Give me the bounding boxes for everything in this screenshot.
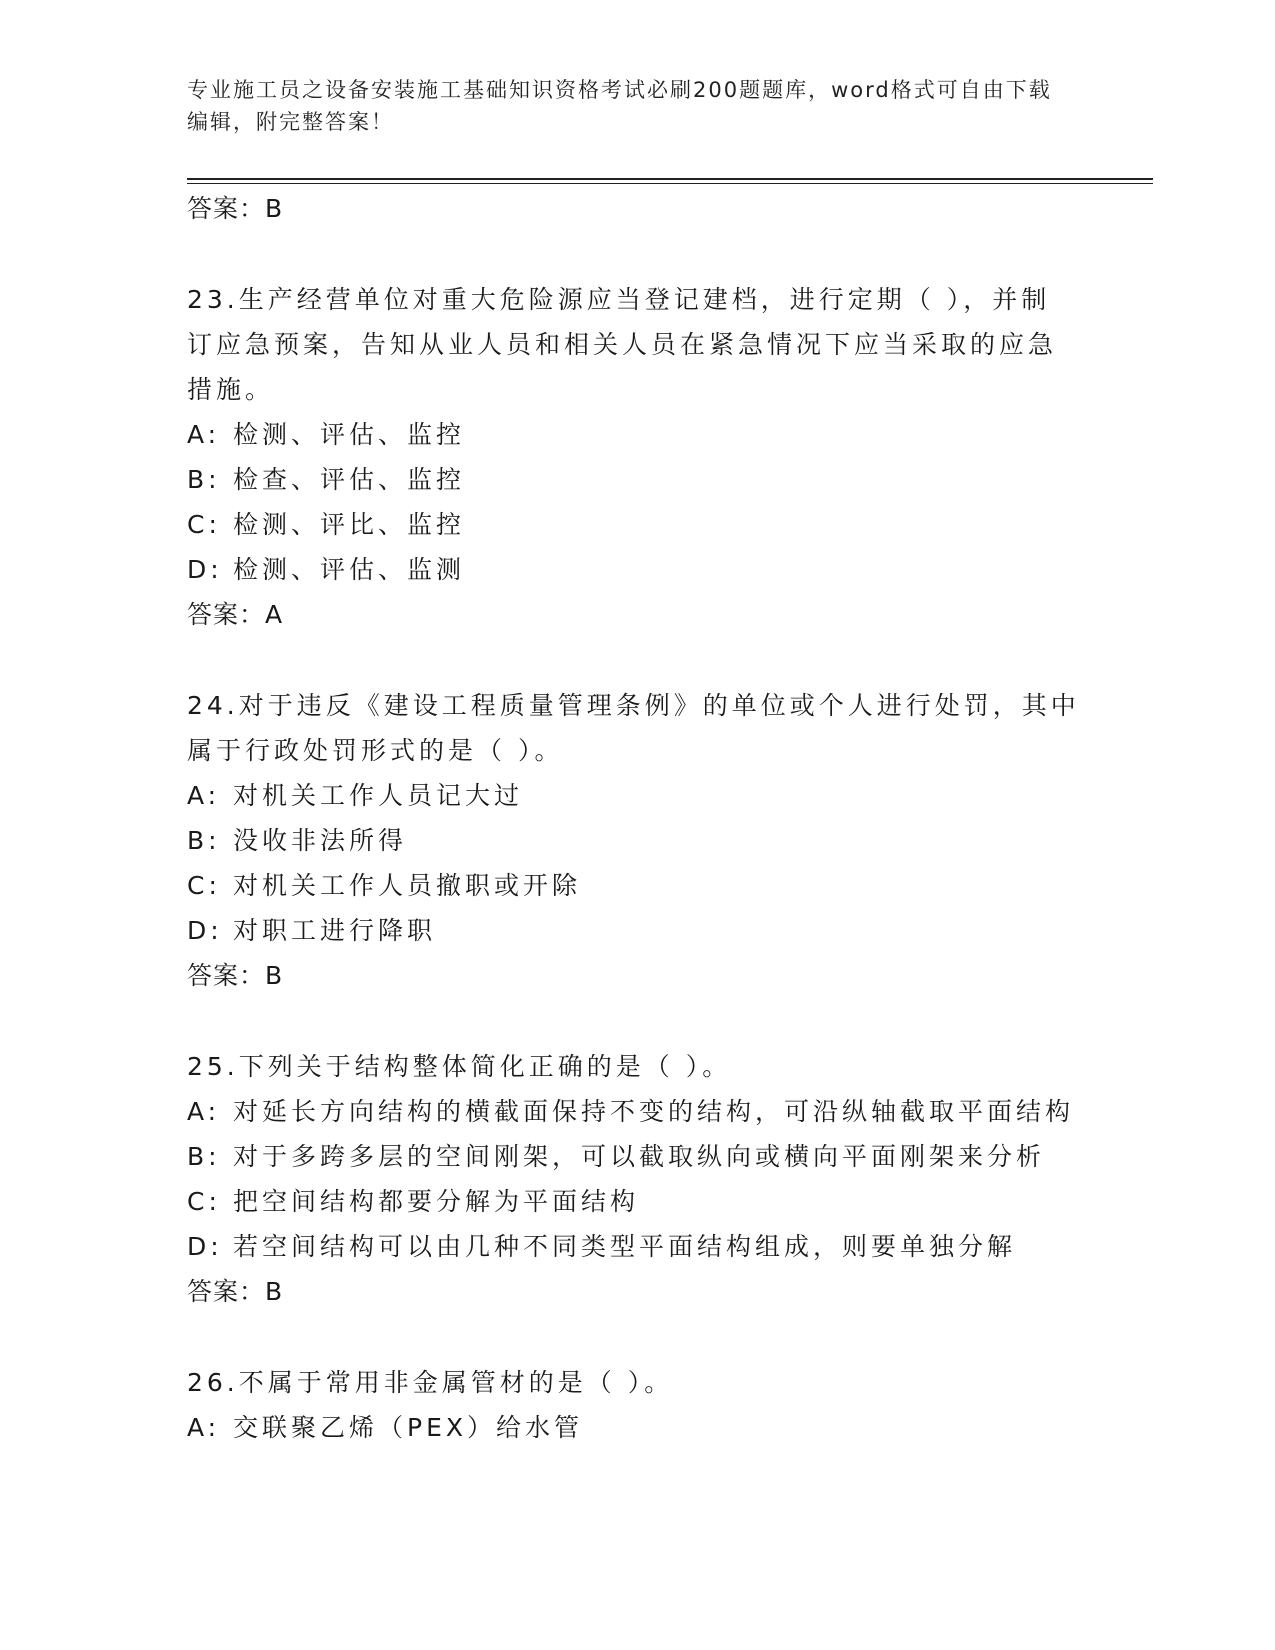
question-text-line: 24.对于违反《建设工程质量管理条例》的单位或个人进行处罚，其中 — [187, 691, 1080, 720]
option-d — [187, 908, 1087, 953]
option-d — [187, 1224, 1087, 1269]
option-text: 对机关工作人员记大过 — [233, 781, 524, 810]
option-text: 检测、评比、监控 — [233, 510, 466, 539]
option-b — [187, 1134, 1087, 1179]
option-letter: A: — [187, 781, 221, 810]
option-letter: D: — [187, 916, 223, 945]
answer-line: 答案：B — [187, 1277, 284, 1306]
option-letter: A: — [187, 420, 221, 449]
option-letter: B: — [187, 465, 221, 494]
option-c — [187, 1179, 1087, 1224]
option-text: 对机关工作人员撤职或开除 — [233, 871, 582, 900]
answer-line: 答案：A — [187, 600, 284, 629]
question-block — [187, 683, 1087, 999]
option-b — [187, 457, 1087, 502]
question-text-line: 26.不属于常用非金属管材的是（ ）。 — [187, 1368, 674, 1397]
option-text: 若空间结构可以由几种不同类型平面结构组成，则要单独分解 — [233, 1232, 1017, 1261]
question-text-line: 订应急预案，告知从业人员和相关人员在紧急情况下应当采取的应急 — [187, 330, 1058, 359]
option-text: 检测、评估、监控 — [233, 420, 466, 449]
question-text-line: 25.下列关于结构整体简化正确的是（ ）。 — [187, 1052, 732, 1081]
option-a — [187, 412, 1087, 457]
question-text-line: 属于行政处罚形式的是（ ）。 — [187, 736, 564, 765]
option-letter: C: — [187, 1187, 221, 1216]
option-letter: D: — [187, 1232, 223, 1261]
option-c — [187, 863, 1087, 908]
option-letter: D: — [187, 555, 223, 584]
option-c — [187, 502, 1087, 547]
option-text: 检测、评估、监测 — [233, 555, 466, 584]
option-letter: C: — [187, 510, 221, 539]
question-block — [187, 277, 1087, 638]
question-text-line: 23.生产经营单位对重大危险源应当登记建档，进行定期（ ），并制 — [187, 285, 1051, 314]
option-letter: B: — [187, 826, 221, 855]
header-note: 专业施工员之设备安装施工基础知识资格考试必刷200题题库，word格式可自由下载编辑，附完整答案！ — [187, 78, 1052, 134]
option-a — [187, 773, 1087, 818]
option-text: 没收非法所得 — [233, 826, 408, 855]
option-letter: A: — [187, 1097, 221, 1126]
option-text: 对职工进行降职 — [233, 916, 437, 945]
option-a — [187, 1089, 1087, 1134]
option-letter: A: — [187, 1413, 221, 1442]
answer-line: 答案：B — [187, 194, 284, 223]
answer-line: 答案：B — [187, 961, 284, 990]
option-text: 交联聚乙烯（PEX）给水管 — [233, 1413, 583, 1442]
question-block — [187, 1044, 1087, 1315]
option-b — [187, 818, 1087, 863]
option-d — [187, 547, 1087, 592]
option-a — [187, 1405, 1087, 1450]
option-text: 把空间结构都要分解为平面结构 — [233, 1187, 640, 1216]
question-text-line: 措施。 — [187, 375, 275, 404]
question-content — [187, 186, 1087, 1450]
option-letter: C: — [187, 871, 221, 900]
option-letter: B: — [187, 1142, 221, 1171]
option-text: 检查、评估、监控 — [233, 465, 466, 494]
option-text: 对延长方向结构的横截面保持不变的结构，可沿纵轴截取平面结构 — [233, 1097, 1075, 1126]
option-text: 对于多跨多层的空间刚架，可以截取纵向或横向平面刚架来分析 — [233, 1142, 1046, 1171]
header-rule-thick — [187, 178, 1153, 180]
header-rule-thin — [187, 183, 1153, 184]
question-block — [187, 1360, 1087, 1450]
